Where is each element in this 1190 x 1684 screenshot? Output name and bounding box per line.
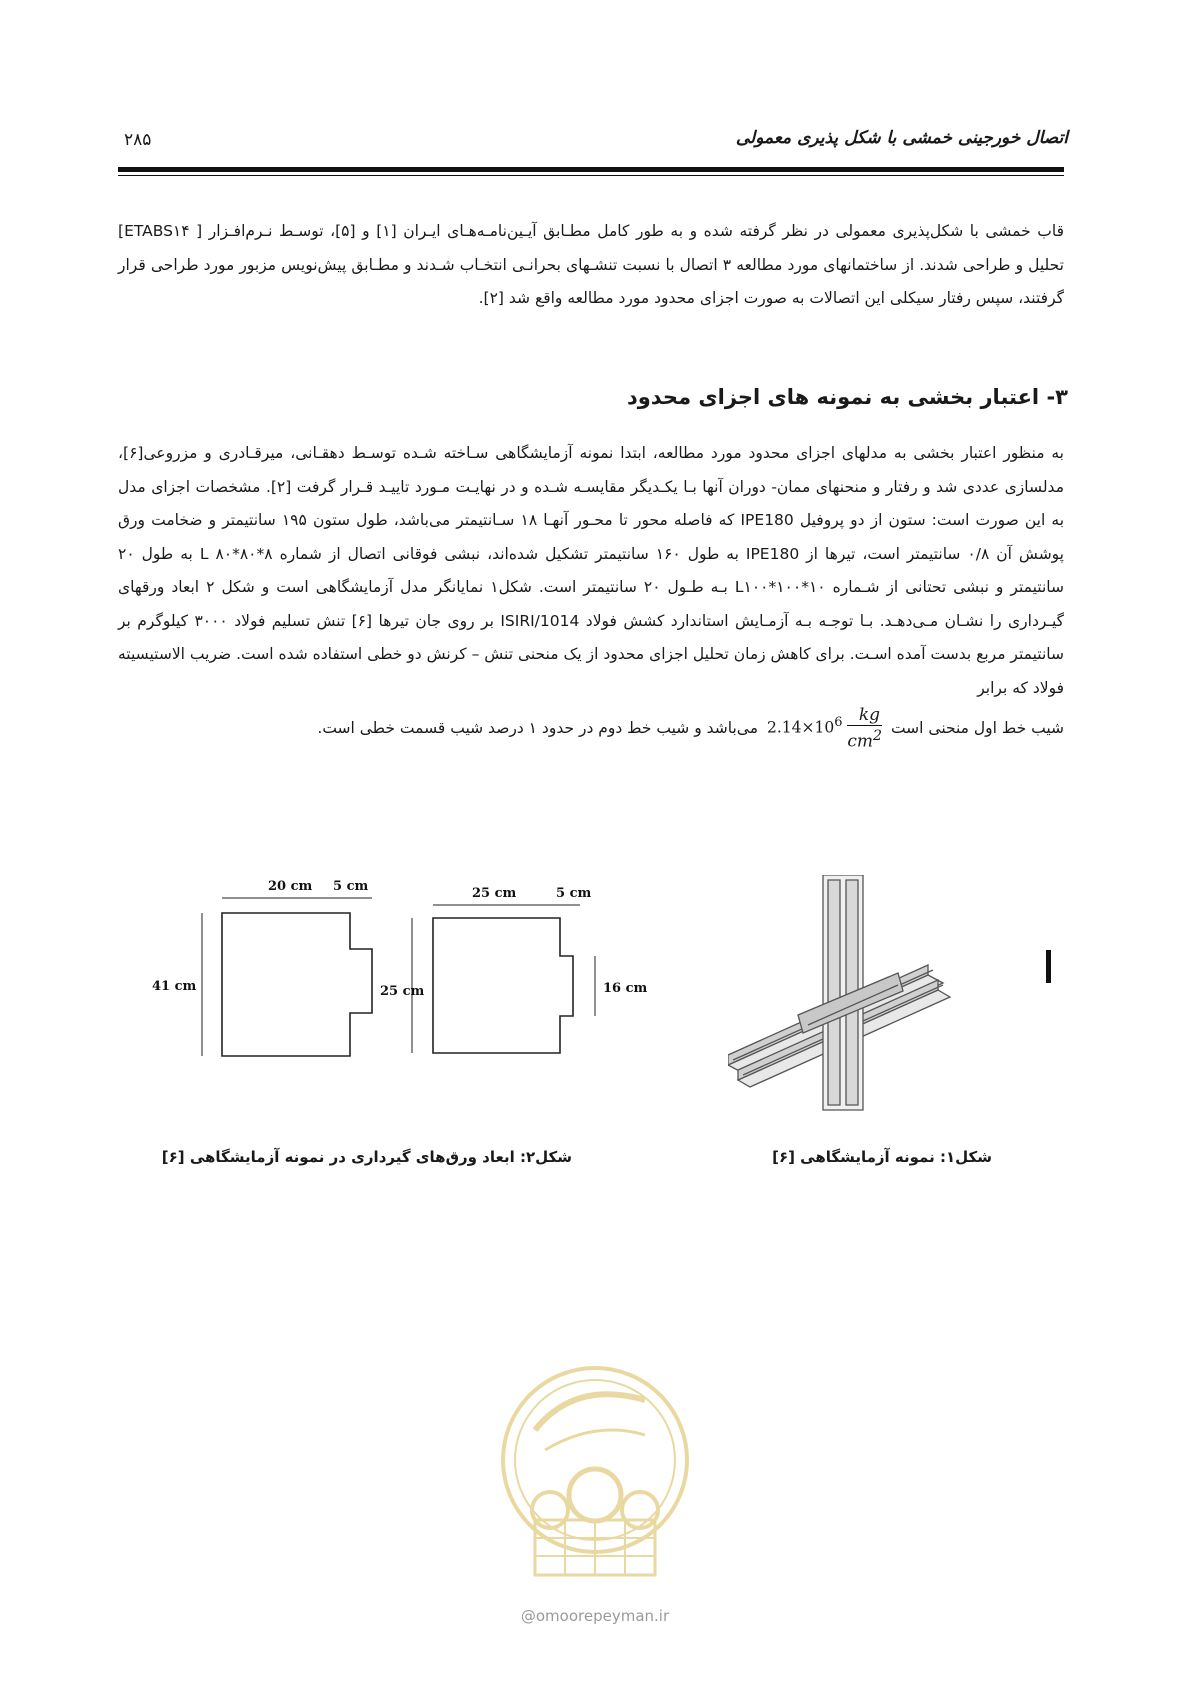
plate-dimensions-drawing bbox=[140, 868, 670, 1068]
right-plate-tab-height-label: 16 cm bbox=[603, 981, 648, 996]
right-plate-tab-label: 5 cm bbox=[556, 886, 592, 901]
section-heading: ۳- اعتبار بخشی به نمونه های اجزای محدود bbox=[626, 385, 1068, 409]
paragraph-validation bbox=[118, 437, 1064, 752]
paragraph-intro: قاب خمشی با شکل‌پذیری معمولی در نظر گرفته شده و به طور کامل مطـابق آیـین‌نامـه‌هـای ایـران [۱] و [۵]، توسـط نـرم‌افـزار [ ETABS‌۱۴] تحلیل و طراحی شدند. از ساختمانهای مورد مطالعه ۳ اتصال با نسبت تنشـهای بحرانـی انتخـاب شـدند و مطـابق پیش‌نویس مزبور مورد طراحی قرار گرفتند، سپس رفتار سیکلی این اتصالات به صورت اجزای محدود مورد مطالعه واقع شد [۲]. bbox=[118, 222, 1065, 307]
margin-marker bbox=[1046, 950, 1051, 983]
figure-lab-specimen bbox=[728, 875, 958, 1115]
page-number: ۲۸۵ bbox=[124, 130, 152, 150]
paragraph-validation-last-line bbox=[118, 705, 1064, 752]
watermark-at-icon: @ bbox=[520, 1607, 536, 1625]
formula-numerator: kg bbox=[847, 705, 882, 726]
watermark-logo bbox=[495, 1360, 695, 1604]
figure1-caption: شکل۱: نمونه آزمایشگاهی [۶] bbox=[772, 1148, 992, 1166]
lab-specimen-drawing bbox=[728, 875, 958, 1115]
paragraph-validation-body: به منظور اعتبار بخشی به مدلهای اجزای محدود مورد مطالعه، ابتدا نمونه آزمایشگاهی سـاخته شـده توسـط دهقـانی، میرقـادری و مزروعی[۶]، مدلسازی عددی شد و رفتار و منحنهای ممان- دوران آنها بـا یکـدیگر مقایسـه شـده و در نهایـت مـورد تاییـد قـرار گرفت [۲]. مشخصات اجزای مدل به این صورت است: ستون از دو پروفیل IPE180 که فاصله محور تا محـور آنهـا ۱۸ سـانتیمتر می‌باشد، طول ستون ۱۹۵ سانتیمتر و ضخامت ورق پوشش آن ۰/۸ سانتیمتر است، تیرها از IPE180 به طول ۱۶۰ سانتیمتر تشکیل شده‌اند، نبشی فوقانی اتصال از شماره ۸*۸۰*۸۰ L به طول ۲۰ سانتیمتر و نبشی تحتانی از شـماره ۱۰*۱۰۰*L۱۰۰ بـه طـول ۲۰ سانتیمتر است. شکل۱ نمایانگر مدل آزمایشگاهی است و شکل ۲ ابعاد ورقهای گیـرداری را نشـان مـی‌دهـد. بـا توجـه بـه آزمـایش استاندارد کشش فولاد ISIRI/1014 بر روی جان تیرها [۶] تنش تسلیم فولاد ۳۰۰۰ کیلوگرم بر سانتیمتر مربع بدست آمده اسـت. برای کاهش زمان تحلیل اجزای محدود از یک منحنی تنش – کرنش دو خطی استفاده شده است. ضریب الاستیسیته فولاد که برابر bbox=[118, 444, 1065, 697]
left-plate-width-label: 20 cm bbox=[268, 879, 313, 894]
last-line-after: می‌باشد و شیب خط دوم در حدود ۱ درصد شیب قسمت خطی است. bbox=[317, 718, 759, 737]
last-line-before: شیب خط اول منحنی است bbox=[890, 718, 1064, 737]
header-rule-thin bbox=[118, 175, 1064, 176]
formula-denominator bbox=[847, 726, 882, 752]
header-rule-thick bbox=[118, 167, 1064, 172]
watermark-url-text: omoorepeyman.ir bbox=[535, 1607, 670, 1625]
formula-coefficient: 2.14×10 bbox=[766, 718, 835, 737]
left-plate-tab-label: 5 cm bbox=[333, 879, 369, 894]
formula-den-exponent: 2 bbox=[873, 728, 883, 744]
running-header-title: اتصال خورجینی خمشی با شکل پذیری معمولی bbox=[735, 128, 1068, 148]
formula-den-unit: cm bbox=[847, 731, 873, 752]
elastic-modulus-formula bbox=[767, 705, 882, 752]
left-plate-tab-height-label: 25 cm bbox=[380, 984, 425, 999]
watermark-seal-icon bbox=[495, 1360, 695, 1600]
formula-exponent: 6 bbox=[834, 715, 843, 731]
figure2-caption: شکل۲: ابعاد ورق‌های گیرداری در نمونه آزمایشگاهی [۶] bbox=[161, 1148, 572, 1166]
left-plate-height-label: 41 cm bbox=[152, 979, 197, 994]
figure-plate-dimensions bbox=[140, 868, 670, 1068]
watermark-url bbox=[0, 1607, 1190, 1625]
formula-fraction bbox=[847, 705, 882, 752]
right-plate-width-label: 25 cm bbox=[472, 886, 517, 901]
